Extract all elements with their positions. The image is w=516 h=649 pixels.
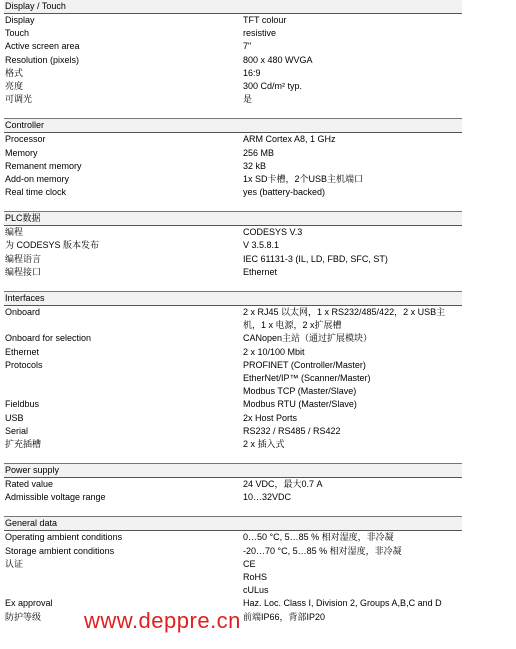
spec-row xyxy=(4,306,462,319)
spec-value: EtherNet/IP™ (Scanner/Master) xyxy=(243,372,371,383)
spec-row xyxy=(4,545,462,558)
spec-row xyxy=(4,398,462,411)
spec-key: Serial xyxy=(5,425,29,436)
spec-row xyxy=(4,359,462,372)
spec-row xyxy=(4,93,462,106)
spec-key: 扩充插槽 xyxy=(5,438,42,449)
section-title: General data xyxy=(4,517,462,531)
spec-key: 可调光 xyxy=(5,94,33,105)
spec-key: Display xyxy=(5,15,35,25)
spec-row xyxy=(4,412,462,425)
spec-row xyxy=(4,332,462,345)
spec-row xyxy=(4,239,462,252)
watermark-text: www.deppre.cn xyxy=(84,608,241,633)
spec-value: 16:9 xyxy=(243,67,261,78)
spec-section xyxy=(4,0,462,119)
spec-row xyxy=(4,160,462,173)
spec-value: Haz. Loc. Class I, Division 2, Groups A,B,C and D xyxy=(243,598,442,609)
spec-value: 7" xyxy=(243,41,252,52)
spec-section xyxy=(4,292,462,464)
spec-row xyxy=(4,425,462,438)
spec-section xyxy=(4,464,462,517)
spec-section xyxy=(4,119,462,212)
spec-row xyxy=(4,186,462,199)
spec-value: 10…32VDC xyxy=(243,492,292,503)
spec-row xyxy=(4,385,462,398)
spec-value: PROFINET (Controller/Master) xyxy=(243,359,366,370)
spec-value: cULus xyxy=(243,585,269,596)
spec-row xyxy=(4,372,462,385)
spec-key: Fieldbus xyxy=(5,399,40,410)
spec-value: 2 x 插入式 xyxy=(243,438,285,449)
spec-key: Ex approval xyxy=(5,598,53,609)
spec-key: 编程接口 xyxy=(5,266,42,277)
spec-row xyxy=(4,54,462,67)
spec-value: 32 kB xyxy=(243,160,267,171)
spec-key: 为 CODESYS 版本发布 xyxy=(5,240,100,251)
spec-key: USB xyxy=(5,412,24,423)
spec-value: 前端IP66，背部IP20 xyxy=(243,611,326,622)
spec-value: CANopen主站（通过扩展模块） xyxy=(243,333,373,344)
spec-row xyxy=(4,319,462,332)
spec-value: 24 VDC，最大0.7 A xyxy=(243,479,323,490)
spec-row xyxy=(4,147,462,160)
spec-key: Resolution (pixels) xyxy=(5,54,80,65)
spec-row xyxy=(4,253,462,266)
spec-key: Operating ambient conditions xyxy=(5,532,123,543)
section-title: Interfaces xyxy=(4,292,462,306)
spec-row xyxy=(4,14,462,27)
spec-row xyxy=(4,80,462,93)
spec-key: Processor xyxy=(5,134,46,145)
section-divider xyxy=(4,199,462,212)
spec-row xyxy=(4,584,462,597)
spec-value: Modbus TCP (Master/Slave) xyxy=(243,386,357,397)
spec-value: RoHS xyxy=(243,572,268,582)
spec-key: Storage ambient conditions xyxy=(5,545,115,556)
section-divider xyxy=(4,504,462,517)
spec-value: yes (battery-backed) xyxy=(243,187,326,198)
spec-value: 300 Cd/m² typ. xyxy=(243,80,303,91)
spec-key: 亮度 xyxy=(5,80,24,91)
spec-key: Real time clock xyxy=(5,187,67,198)
spec-row xyxy=(4,67,462,80)
spec-row xyxy=(4,491,462,504)
spec-value: TFT colour xyxy=(243,15,287,25)
spec-key: Add-on memory xyxy=(5,173,70,184)
spec-key: Memory xyxy=(5,147,38,158)
spec-value: 2 x 10/100 Mbit xyxy=(243,346,305,357)
section-title: Controller xyxy=(4,119,462,133)
section-title: Power supply xyxy=(4,464,462,478)
spec-value: 1x SD卡槽，2个USB主机端口 xyxy=(243,173,364,184)
spec-value: CODESYS V.3 xyxy=(243,227,303,238)
spec-key: 编程语言 xyxy=(5,253,42,264)
spec-row xyxy=(4,40,462,53)
spec-key xyxy=(4,584,243,597)
spec-value: RS232 / RS485 / RS422 xyxy=(243,425,341,436)
spec-value: ARM Cortex A8, 1 GHz xyxy=(243,134,336,145)
spec-value: 机，1 x 电源，2 x扩展槽 xyxy=(243,320,342,331)
spec-value: 2x Host Ports xyxy=(243,412,298,423)
spec-key: Protocols xyxy=(5,359,43,370)
spec-value: Ethernet xyxy=(243,266,278,277)
spec-value: CE xyxy=(243,558,256,569)
spec-key: Ethernet xyxy=(5,346,40,357)
spec-key: 编程 xyxy=(5,227,24,238)
spec-key xyxy=(4,385,243,398)
spec-sheet xyxy=(4,0,462,624)
spec-row xyxy=(4,27,462,40)
spec-key: Remanent memory xyxy=(5,160,82,171)
spec-value: -20…70 °C, 5…85 % 相对湿度，非冷凝 xyxy=(243,545,402,556)
spec-row xyxy=(4,226,462,239)
spec-key: Rated value xyxy=(5,479,54,490)
spec-value: V 3.5.8.1 xyxy=(243,240,280,251)
spec-value: 800 x 480 WVGA xyxy=(243,54,313,65)
section-divider xyxy=(4,279,462,292)
spec-key xyxy=(4,319,243,332)
spec-row xyxy=(4,173,462,186)
section-divider xyxy=(4,106,462,119)
spec-row xyxy=(4,266,462,279)
spec-row xyxy=(4,346,462,359)
spec-key xyxy=(4,571,243,584)
spec-key: Onboard xyxy=(5,307,41,317)
spec-value: 0…50 °C, 5…85 % 相对湿度，非冷凝 xyxy=(243,532,394,543)
spec-row xyxy=(4,531,462,544)
spec-value: resistive xyxy=(243,28,277,39)
spec-key: 格式 xyxy=(5,67,24,78)
spec-key: Touch xyxy=(5,28,30,39)
section-title: Display / Touch xyxy=(4,0,462,14)
spec-key: Onboard for selection xyxy=(5,333,92,344)
spec-key: Active screen area xyxy=(5,41,80,52)
spec-key xyxy=(4,372,243,385)
spec-row xyxy=(4,438,462,451)
spec-key: 防护等级 xyxy=(5,611,42,622)
spec-section xyxy=(4,212,462,292)
spec-value: 是 xyxy=(243,94,253,105)
spec-value: 2 x RJ45 以太网，1 x RS232/485/422，2 x USB主 xyxy=(243,307,446,317)
spec-row xyxy=(4,133,462,146)
section-divider xyxy=(4,451,462,464)
spec-value: 256 MB xyxy=(243,147,275,158)
spec-row xyxy=(4,478,462,491)
spec-key: 认证 xyxy=(5,558,24,569)
spec-key: Admissible voltage range xyxy=(5,492,106,503)
spec-row xyxy=(4,571,462,584)
spec-value: Modbus RTU (Master/Slave) xyxy=(243,399,357,410)
spec-value: IEC 61131-3 (IL, LD, FBD, SFC, ST) xyxy=(243,253,388,264)
spec-row xyxy=(4,558,462,571)
section-title: PLC数据 xyxy=(4,212,462,226)
